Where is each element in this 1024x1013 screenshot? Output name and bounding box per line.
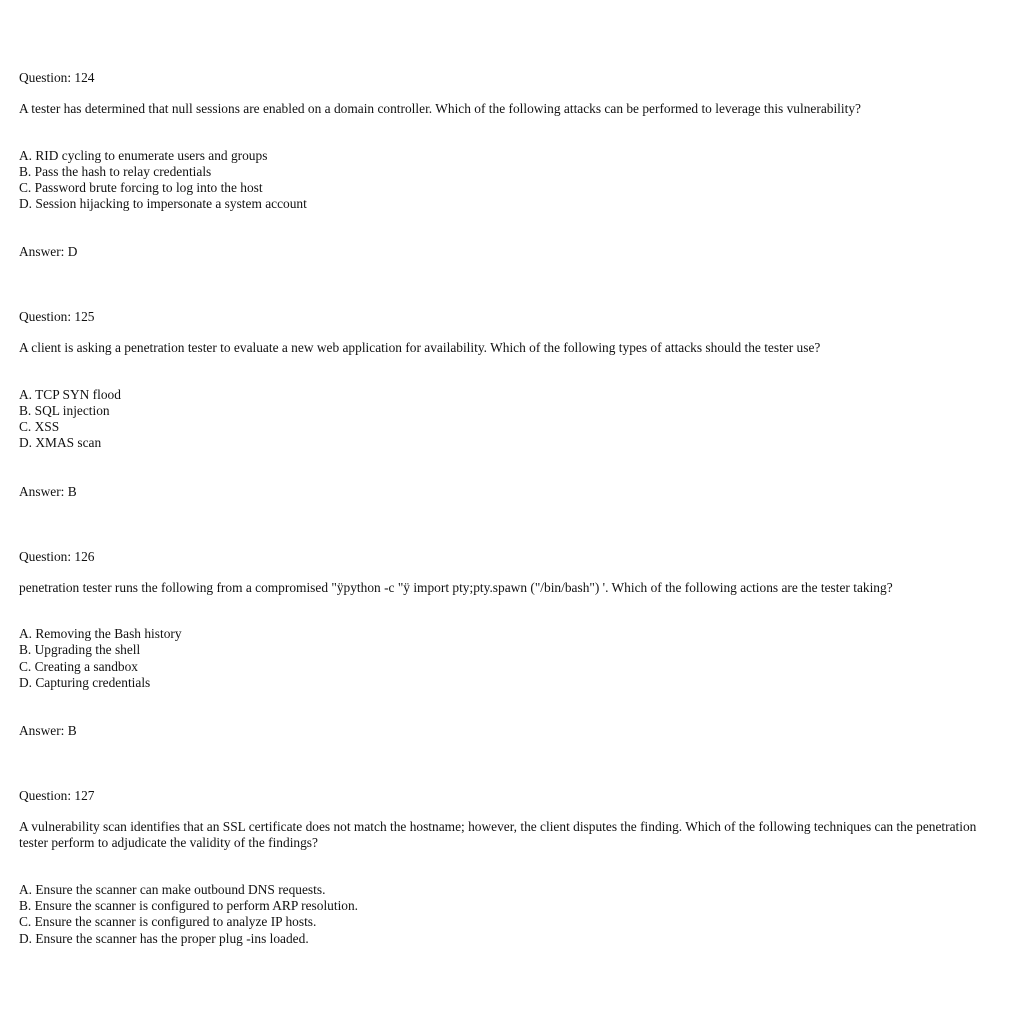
option-item: C. Creating a sandbox bbox=[19, 658, 139, 674]
option-item: C. XSS bbox=[19, 419, 60, 435]
option-item: D. Capturing credentials bbox=[19, 674, 151, 690]
question-block bbox=[19, 70, 994, 260]
option-item: D. Session hijacking to impersonate a system account bbox=[19, 196, 307, 212]
option-item: A. Ensure the scanner can make outbound DNS requests. bbox=[19, 881, 326, 897]
option-item: B. Ensure the scanner is configured to perform ARP resolution. bbox=[19, 898, 359, 914]
question-label: Question: 124 bbox=[19, 70, 95, 85]
question-text: A client is asking a penetration tester to evaluate a new web application for availability. Which of the following types of attacks should the tester use? bbox=[19, 340, 821, 356]
option-item: A. TCP SYN flood bbox=[19, 386, 121, 402]
option-item: C. Ensure the scanner is configured to analyze IP hosts. bbox=[19, 914, 317, 930]
option-item: D. XMAS scan bbox=[19, 435, 102, 451]
question-text: penetration tester runs the following from a compromised "ÿpython -c "ÿ import pty;pty.spawn ("/bin/bash") '. Which of the following actions are the tester taking? bbox=[19, 579, 893, 595]
option-item: B. Pass the hash to relay credentials bbox=[19, 163, 212, 179]
option-item: D. Ensure the scanner has the proper plug -ins loaded. bbox=[19, 930, 309, 946]
answer-line: Answer: D bbox=[19, 244, 78, 260]
option-list bbox=[19, 148, 994, 213]
answer-line: Answer: B bbox=[19, 483, 77, 499]
question-text: A vulnerability scan identifies that an SSL certificate does not match the hostname; however, the client disputes the finding. Which of the following techniques can the penetration tester perform to adjudicate the validity of the findings? bbox=[19, 818, 977, 851]
option-item: A. Removing the Bash history bbox=[19, 626, 182, 642]
option-list bbox=[19, 882, 994, 947]
question-label: Question: 125 bbox=[19, 309, 95, 325]
option-item: A. RID cycling to enumerate users and groups bbox=[19, 147, 268, 163]
question-label: Question: 127 bbox=[19, 787, 95, 803]
answer-line: Answer: B bbox=[19, 722, 77, 738]
question-block bbox=[19, 788, 994, 947]
option-item: B. Upgrading the shell bbox=[19, 642, 141, 658]
option-item: B. SQL injection bbox=[19, 403, 110, 419]
question-list bbox=[19, 70, 994, 947]
question-block bbox=[19, 309, 994, 499]
option-list bbox=[19, 387, 994, 452]
question-label: Question: 126 bbox=[19, 548, 95, 564]
option-list bbox=[19, 626, 994, 691]
question-text: A tester has determined that null sessions are enabled on a domain controller. Which of the following attacks can be performed to leverage this vulnerability? bbox=[19, 101, 861, 116]
option-item: C. Password brute forcing to log into the host bbox=[19, 179, 263, 195]
question-block bbox=[19, 549, 994, 739]
